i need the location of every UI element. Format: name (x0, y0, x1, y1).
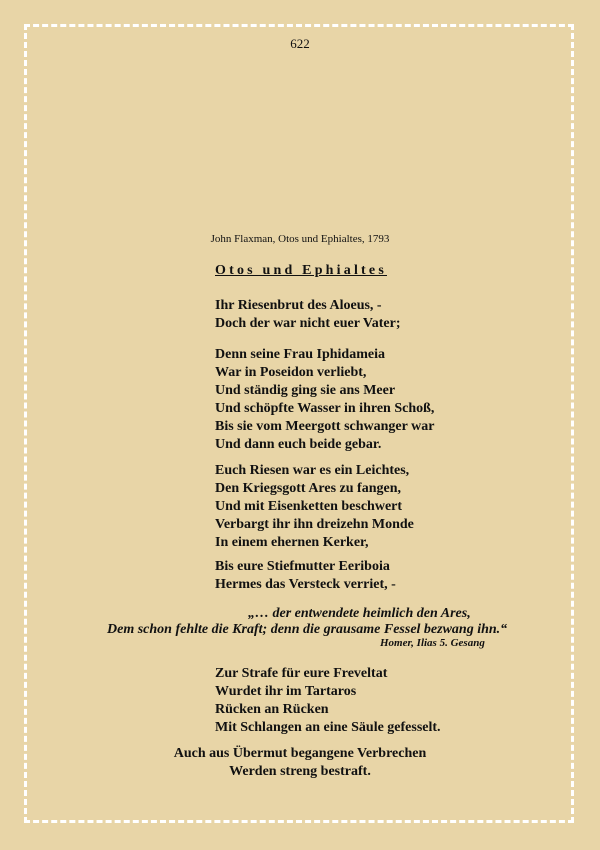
verse-line: Zur Strafe für eure Freveltat (215, 666, 388, 681)
stanza-3 (215, 462, 414, 552)
closing-line-2: Werden streng bestraft. (229, 764, 371, 779)
verse-line: Denn seine Frau Iphidameia (215, 347, 385, 362)
verse-line: In einem ehernen Kerker, (215, 535, 369, 550)
stanza-2 (215, 346, 434, 454)
quote-attribution: Homer, Ilias 5. Gesang (380, 637, 485, 649)
poem-title: Otos und Ephialtes (215, 263, 387, 278)
verse-line: Bis sie vom Meergott schwanger war (215, 419, 435, 434)
verse-line: Ihr Riesenbrut des Aloeus, - (215, 298, 382, 313)
closing-line-1: Auch aus Übermut begangene Verbrechen (173, 746, 427, 761)
verse-line: Den Kriegsgott Ares zu fangen, (215, 481, 401, 496)
verse-line: Doch der war nicht euer Vater; (215, 316, 401, 331)
stanza-5 (215, 665, 441, 737)
verse-line: Verbargt ihr ihn dreizehn Monde (215, 517, 414, 532)
verse-line: War in Poseidon verliebt, (215, 365, 367, 380)
verse-line: Und ständig ging sie ans Meer (215, 383, 396, 398)
verse-line: Wurdet ihr im Tartaros (215, 684, 357, 699)
stanza-4 (215, 558, 396, 594)
verse-line: Rücken an Rücken (215, 702, 329, 717)
verse-line: Mit Schlangen an eine Säule gefesselt. (215, 720, 441, 735)
verse-line: Und mit Eisenketten beschwert (215, 499, 403, 514)
verse-line: Euch Riesen war es ein Leichtes, (215, 463, 410, 478)
verse-line: Bis eure Stiefmutter Eeriboia (215, 559, 390, 574)
verse-line: Und schöpfte Wasser in ihren Schoß, (215, 401, 435, 416)
quote-line-2: Dem schon fehlte die Kraft; denn die grausame Fessel bezwang ihn.“ (107, 622, 508, 637)
verse-line: Und dann euch beide gebar. (215, 437, 382, 452)
image-caption: John Flaxman, Otos und Ephialtes, 1793 (210, 233, 390, 245)
page-number: 622 (290, 36, 310, 51)
verse-line: Hermes das Versteck verriet, - (215, 577, 396, 592)
stanza-1 (215, 297, 400, 333)
quote-line-1: „… der entwendete heimlich den Ares, (248, 606, 471, 621)
